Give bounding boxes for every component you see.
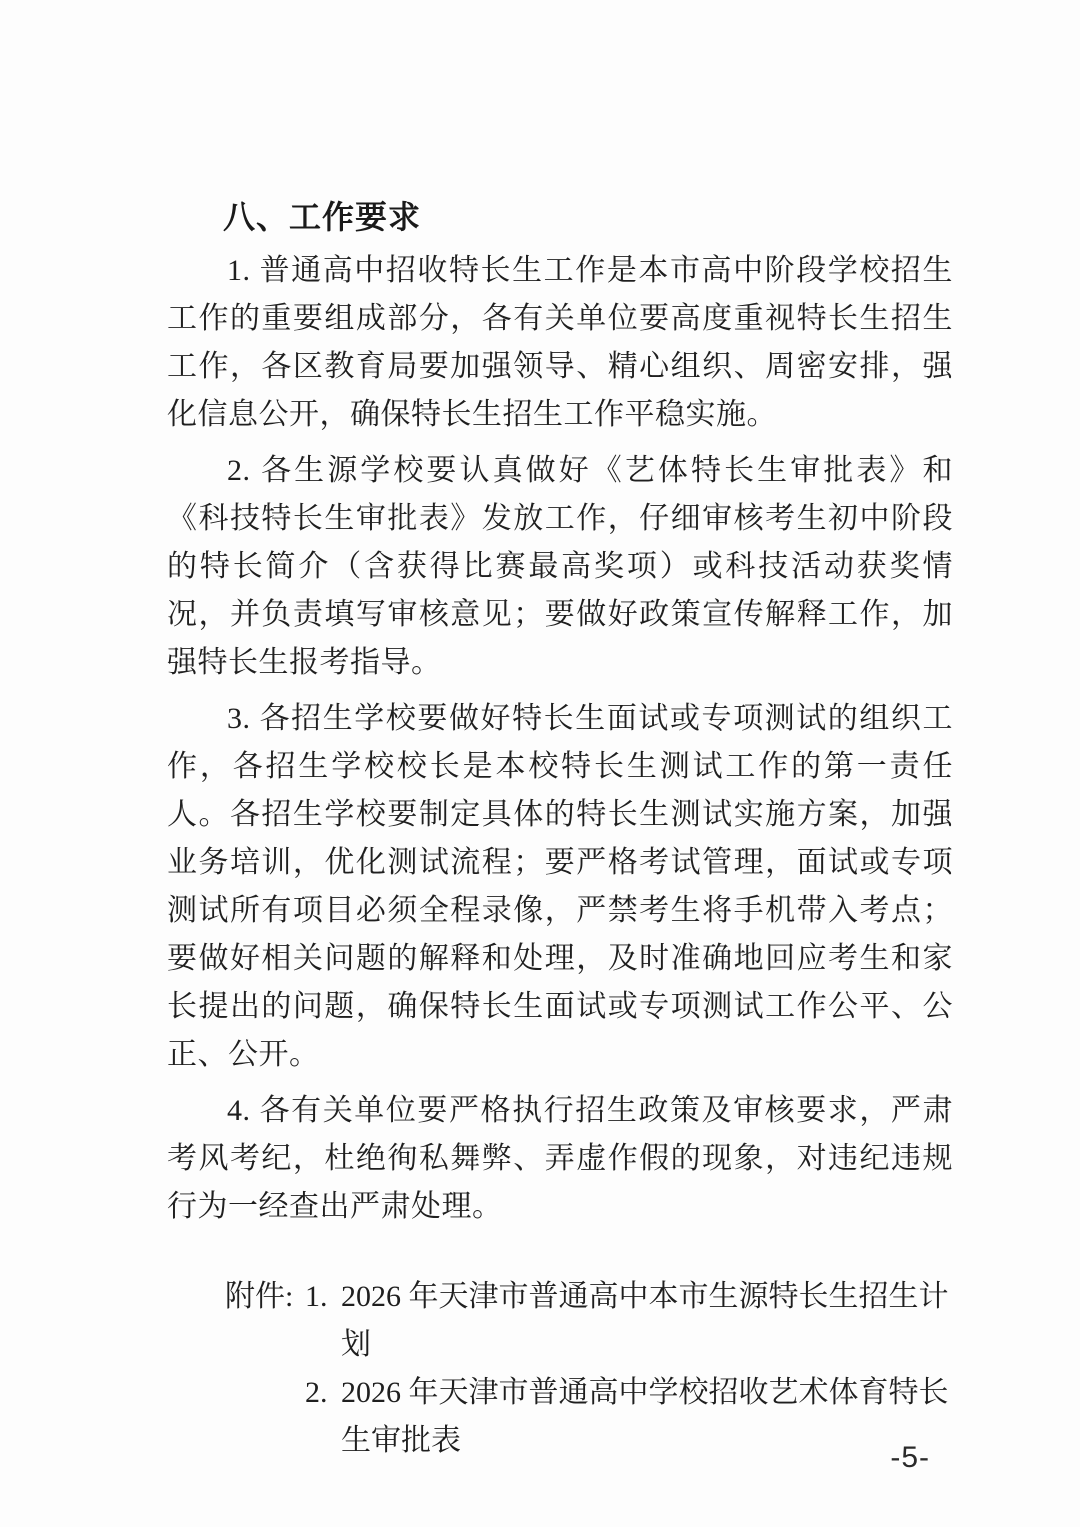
paragraph-1: 1. 普通高中招收特长生工作是本市高中阶段学校招生工作的重要组成部分，各有关单位要高度重视特长生招生工作，各区教育局要加强领导、精心组织、周密安排，强化信息公开，确保特长生招生工作平稳实施。 [167, 254, 953, 431]
attachment-item-marker: 1. [305, 1280, 328, 1313]
section-heading: 八、工作要求 [223, 199, 422, 235]
paragraph-4: 4. 各有关单位要严格执行招生政策及审核要求，严肃考风考纪，杜绝徇私舞弊、弄虚作假的现象，对违纪违规行为一经查出严肃处理。 [167, 1094, 953, 1223]
paragraph-3: 3. 各招生学校要做好特长生面试或专项测试的组织工作，各招生学校校长是本校特长生测试工作的第一责任人。各招生学校要制定具体的特长生测试实施方案，加强业务培训，优化测试流程；要严格考试管理，面试或专项测试所有项目必须全程录像，严禁考生将手机带入考点；要做好相关问题的解释和处理，及时准确地回应考生和家长提出的问题，确保特长生面试或专项测试工作公平、公正、公开。 [167, 702, 953, 1071]
attachment-item-marker: 2. [305, 1376, 328, 1409]
page-number: -5- [890, 1441, 930, 1474]
attachments-block [225, 1273, 953, 1465]
attachment-item [305, 1273, 953, 1369]
attachment-item-text: 2026 年天津市普通高中学校招收艺术体育特长生审批表 [341, 1376, 949, 1457]
attachment-item-text: 2026 年天津市普通高中本市生源特长生招生计划 [341, 1280, 949, 1361]
attachments-list [305, 1273, 953, 1465]
attachment-item [305, 1369, 953, 1465]
paragraph-2: 2. 各生源学校要认真做好《艺体特长生审批表》和《科技特长生审批表》发放工作，仔细审核考生初中阶段的特长简介（含获得比赛最高奖项）或科技活动获奖情况，并负责填写审核意见；要做好政策宣传解释工作，加强特长生报考指导。 [167, 454, 953, 679]
attachments-label: 附件: [225, 1280, 294, 1313]
